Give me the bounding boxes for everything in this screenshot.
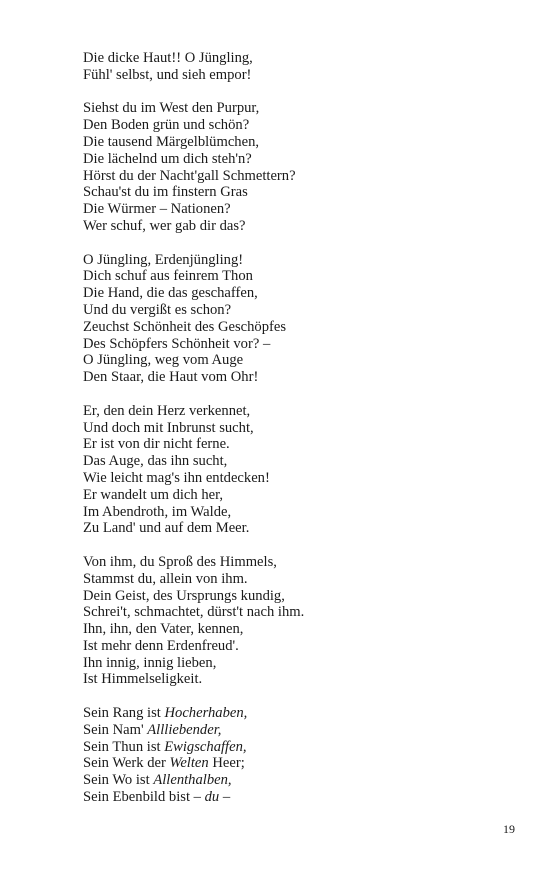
verse-line <box>83 772 503 789</box>
poem-text <box>83 50 503 823</box>
verse-text: Schau'st du im finstern Gras <box>83 184 248 201</box>
verse-text: Sein Werk der <box>83 755 170 772</box>
verse-text: Sein Rang ist <box>83 705 165 722</box>
verse-text: Wie leicht mag's ihn entdecken! <box>83 469 270 486</box>
italic-text: du <box>204 789 220 806</box>
verse-line <box>83 403 503 420</box>
verse-line <box>83 168 503 185</box>
verse-line <box>83 604 503 621</box>
stanza <box>83 100 503 234</box>
verse-text: Er ist von dir nicht ferne. <box>83 436 230 453</box>
verse-line <box>83 504 503 521</box>
verse-text: Die tausend Märgelblümchen, <box>83 133 260 150</box>
page-number: 19 <box>503 822 515 836</box>
verse-text: Sein Thun ist <box>83 738 165 755</box>
verse-line <box>83 722 503 739</box>
italic-text: Allliebender, <box>147 721 222 738</box>
verse-text: Das Auge, das ihn sucht, <box>83 453 228 470</box>
verse-line <box>83 302 503 319</box>
verse-text: Ist Himmelseligkeit. <box>83 671 203 688</box>
verse-text: Im Abendroth, im Walde, <box>83 503 232 520</box>
verse-line <box>83 218 503 235</box>
verse-text: O Jüngling, Erdenjüngling! <box>83 251 244 268</box>
verse-line <box>83 336 503 353</box>
verse-text: Er wandelt um dich her, <box>83 486 224 503</box>
stanza <box>83 50 503 84</box>
verse-line <box>83 453 503 470</box>
verse-text: Und du vergißt es schon? <box>83 301 232 318</box>
verse-line <box>83 252 503 269</box>
verse-text: Ist mehr denn Erdenfreud'. <box>83 637 239 654</box>
verse-line <box>83 117 503 134</box>
verse-line <box>83 184 503 201</box>
verse-line <box>83 100 503 117</box>
verse-text: Ihn, ihn, den Vater, kennen, <box>83 621 244 638</box>
verse-line <box>83 655 503 672</box>
verse-text: Dein Geist, des Ursprungs kundig, <box>83 587 285 604</box>
verse-line <box>83 352 503 369</box>
italic-text: Hocherhaben, <box>164 705 248 722</box>
verse-line <box>83 285 503 302</box>
verse-line <box>83 487 503 504</box>
verse-text: Den Boden grün und schön? <box>83 117 250 134</box>
verse-line <box>83 268 503 285</box>
verse-line <box>83 50 503 67</box>
verse-text: O Jüngling, weg vom Auge <box>83 352 244 369</box>
verse-line <box>83 671 503 688</box>
verse-text: Des Schöpfers Schönheit vor? – <box>83 335 271 352</box>
verse-text: Die lächelnd um dich steh'n? <box>83 150 252 167</box>
verse-line <box>83 571 503 588</box>
verse-text: Zeuchst Schönheit des Geschöpfes <box>83 318 287 335</box>
verse-text: Die Hand, die das geschaffen, <box>83 285 258 302</box>
verse-text: Dich schuf aus feinrem Thon <box>83 268 253 285</box>
verse-line <box>83 739 503 756</box>
verse-line <box>83 621 503 638</box>
verse-text: Wer schuf, wer gab dir das? <box>83 217 246 234</box>
verse-text: Zu Land' und auf dem Meer. <box>83 520 250 537</box>
stanza <box>83 705 503 806</box>
verse-line <box>83 789 503 806</box>
stanza <box>83 403 503 537</box>
verse-text: Schrei't, schmachtet, dürst't nach ihm. <box>83 604 305 621</box>
verse-line <box>83 554 503 571</box>
italic-text: Welten <box>169 755 209 772</box>
verse-line <box>83 470 503 487</box>
verse-line <box>83 151 503 168</box>
verse-text: Hörst du der Nacht'gall Schmettern? <box>83 167 296 184</box>
verse-text: Sein Wo ist <box>83 772 154 789</box>
stanza <box>83 554 503 688</box>
verse-line <box>83 420 503 437</box>
verse-line <box>83 705 503 722</box>
verse-line <box>83 134 503 151</box>
verse-line <box>83 588 503 605</box>
verse-text: – <box>219 789 231 806</box>
verse-text: Die dicke Haut!! O Jüngling, <box>83 50 253 66</box>
verse-text: Er, den dein Herz verkennet, <box>83 402 251 419</box>
verse-text: Heer; <box>208 755 245 772</box>
verse-text: Und doch mit Inbrunst sucht, <box>83 419 254 436</box>
verse-line <box>83 436 503 453</box>
verse-line <box>83 319 503 336</box>
verse-text: Siehst du im West den Purpur, <box>83 100 260 117</box>
verse-text: Stammst du, allein von ihm. <box>83 570 248 587</box>
italic-text: Allenthalben, <box>153 772 232 789</box>
verse-text: Sein Nam' <box>83 721 148 738</box>
verse-line <box>83 755 503 772</box>
verse-text: Sein Ebenbild bist – <box>83 789 205 806</box>
verse-line <box>83 638 503 655</box>
verse-text: Ihn innig, innig lieben, <box>83 654 217 671</box>
verse-text: Den Staar, die Haut vom Ohr! <box>83 369 259 386</box>
verse-line <box>83 520 503 537</box>
italic-text: Ewigschaffen, <box>164 738 247 755</box>
stanza <box>83 252 503 386</box>
verse-line <box>83 67 503 84</box>
verse-text: Von ihm, du Sproß des Himmels, <box>83 553 277 570</box>
verse-text: Die Würmer – Nationen? <box>83 201 231 218</box>
verse-text: Fühl' selbst, und sieh empor! <box>83 66 252 83</box>
verse-line <box>83 201 503 218</box>
verse-line <box>83 369 503 386</box>
